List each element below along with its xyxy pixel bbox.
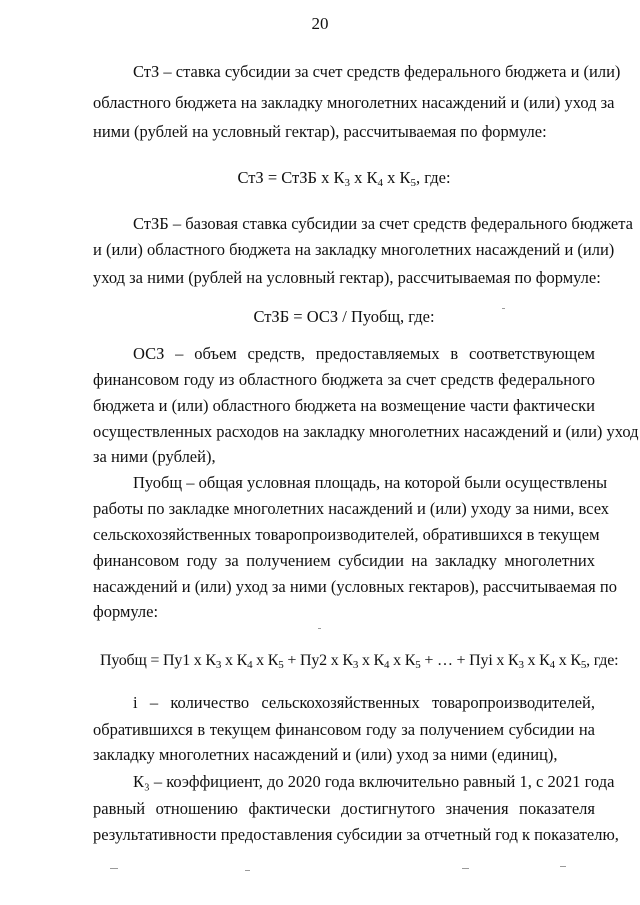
formula-stz-main: СтЗ = СтЗБ х К [237,168,345,187]
stzb-line-3: уход за ними (рублей на условный гектар), рассчитываемая по формуле: [93,268,601,287]
formula-stz-sub3: 3 [344,177,351,189]
formula-puobsh-ti-sub5: 5 [580,659,587,671]
formula-puobsh-t2-sub3: 3 [352,659,359,671]
k3-line-1: К₃ – коэффициент, до 2020 года включительно равный 1, с 2021 года [133,772,615,791]
page-number: 20 [311,14,329,33]
formula-stz-sub4: 4 [377,177,384,189]
osz-line-2: финансовом году из областного бюджета за счет средств федерального [93,370,595,389]
formula-puobsh-plusi: + … + Пуi х К [420,652,519,669]
i-def-line-2: обратившихся в текущем финансовом году за получением субсидии на [93,720,595,739]
formula-puobsh-t2-x2: х К [389,652,416,669]
scan-speck [245,870,250,871]
stzb-line-1: СтЗБ – базовая ставка субсидии за счет средств федерального бюджета [133,214,633,233]
formula-puobsh-t2-sub4: 4 [384,659,390,671]
formula-puobsh-end: , где: [586,652,619,669]
formula-puobsh-a: Пуобщ = Пу1 х К [100,652,216,669]
formula-puobsh-ti-sub4: 4 [549,659,555,671]
stz-line-3: ними (рублей на условный гектар), рассчитываемая по формуле: [93,122,547,141]
formula-puobsh [100,651,619,671]
formula-puobsh-ti-x1: х К [523,652,550,669]
formula-puobsh-t1-sub5: 5 [278,659,284,671]
scan-speck [110,868,118,869]
i-def-line-3: закладку многолетних насаждений и (или) уход за ними (единиц), [93,745,558,764]
formula-stz-sub5: 5 [410,177,417,189]
puobsh-line-1: Пуобщ – общая условная площадь, на которой были осуществлены [133,473,608,492]
osz-line-5: за ними (рублей), [93,447,216,466]
formula-stz-x1: х К [350,168,378,187]
osz-line-1: ОСЗ – объем средств, предоставляемых в соответствующем [133,344,595,363]
formula-stz-end: , где: [416,168,451,187]
osz-line-4: осуществленных расходов на закладку многолетних насаждений и (или) уход [93,422,639,441]
scan-speck [318,628,321,629]
k3-line-3: результативности предоставления субсидии за отчетный год к показателю, [93,825,619,844]
formula-stzb: СтЗБ = ОСЗ / Пуобщ, где: [253,307,435,326]
puobsh-line-2: работы по закладке многолетних насаждений и (или) уходу за ними, всех [93,499,610,518]
k3-line-2: равный отношению фактически достигнутого значения показателя [93,799,595,818]
scan-speck [560,866,566,867]
osz-line-3: бюджета и (или) областного бюджета на возмещение части фактически [93,396,595,415]
formula-puobsh-t2-x1: х К [358,652,385,669]
i-def-line-1: i – количество сельскохозяйственных товаропроизводителей, [133,693,595,712]
formula-stz [93,168,595,188]
scan-speck [462,868,469,869]
formula-puobsh-ti-x2: х К [554,652,581,669]
scan-speck [502,308,505,309]
puobsh-line-6: формуле: [93,602,159,621]
stz-line-2: областного бюджета на закладку многолетних насаждений и (или) уход за [93,93,615,112]
puobsh-line-5: насаждений и (или) уход за ними (условных гектаров), рассчитываемая по [93,577,617,596]
formula-puobsh-ti-sub3: 3 [518,659,524,671]
formula-puobsh-t1-x1: х К [221,652,248,669]
formula-stz-x2: х К [383,168,411,187]
stzb-line-2: и (или) областного бюджета на закладку многолетних насаждений и (или) [93,240,615,259]
puobsh-line-4: финансовом году за получением субсидии на закладку многолетних [93,551,595,570]
puobsh-line-3: сельскохозяйственных товаропроизводителей, обратившихся в текущем [93,525,600,544]
formula-puobsh-t1-sub3: 3 [215,659,222,671]
formula-puobsh-t1-x2: х К [252,652,279,669]
formula-puobsh-t1-sub4: 4 [247,659,253,671]
stz-line-1: СтЗ – ставка субсидии за счет средств федерального бюджета и (или) [133,62,621,81]
formula-puobsh-plus2: + Пу2 х К [283,652,353,669]
formula-puobsh-t2-sub5: 5 [415,659,421,671]
